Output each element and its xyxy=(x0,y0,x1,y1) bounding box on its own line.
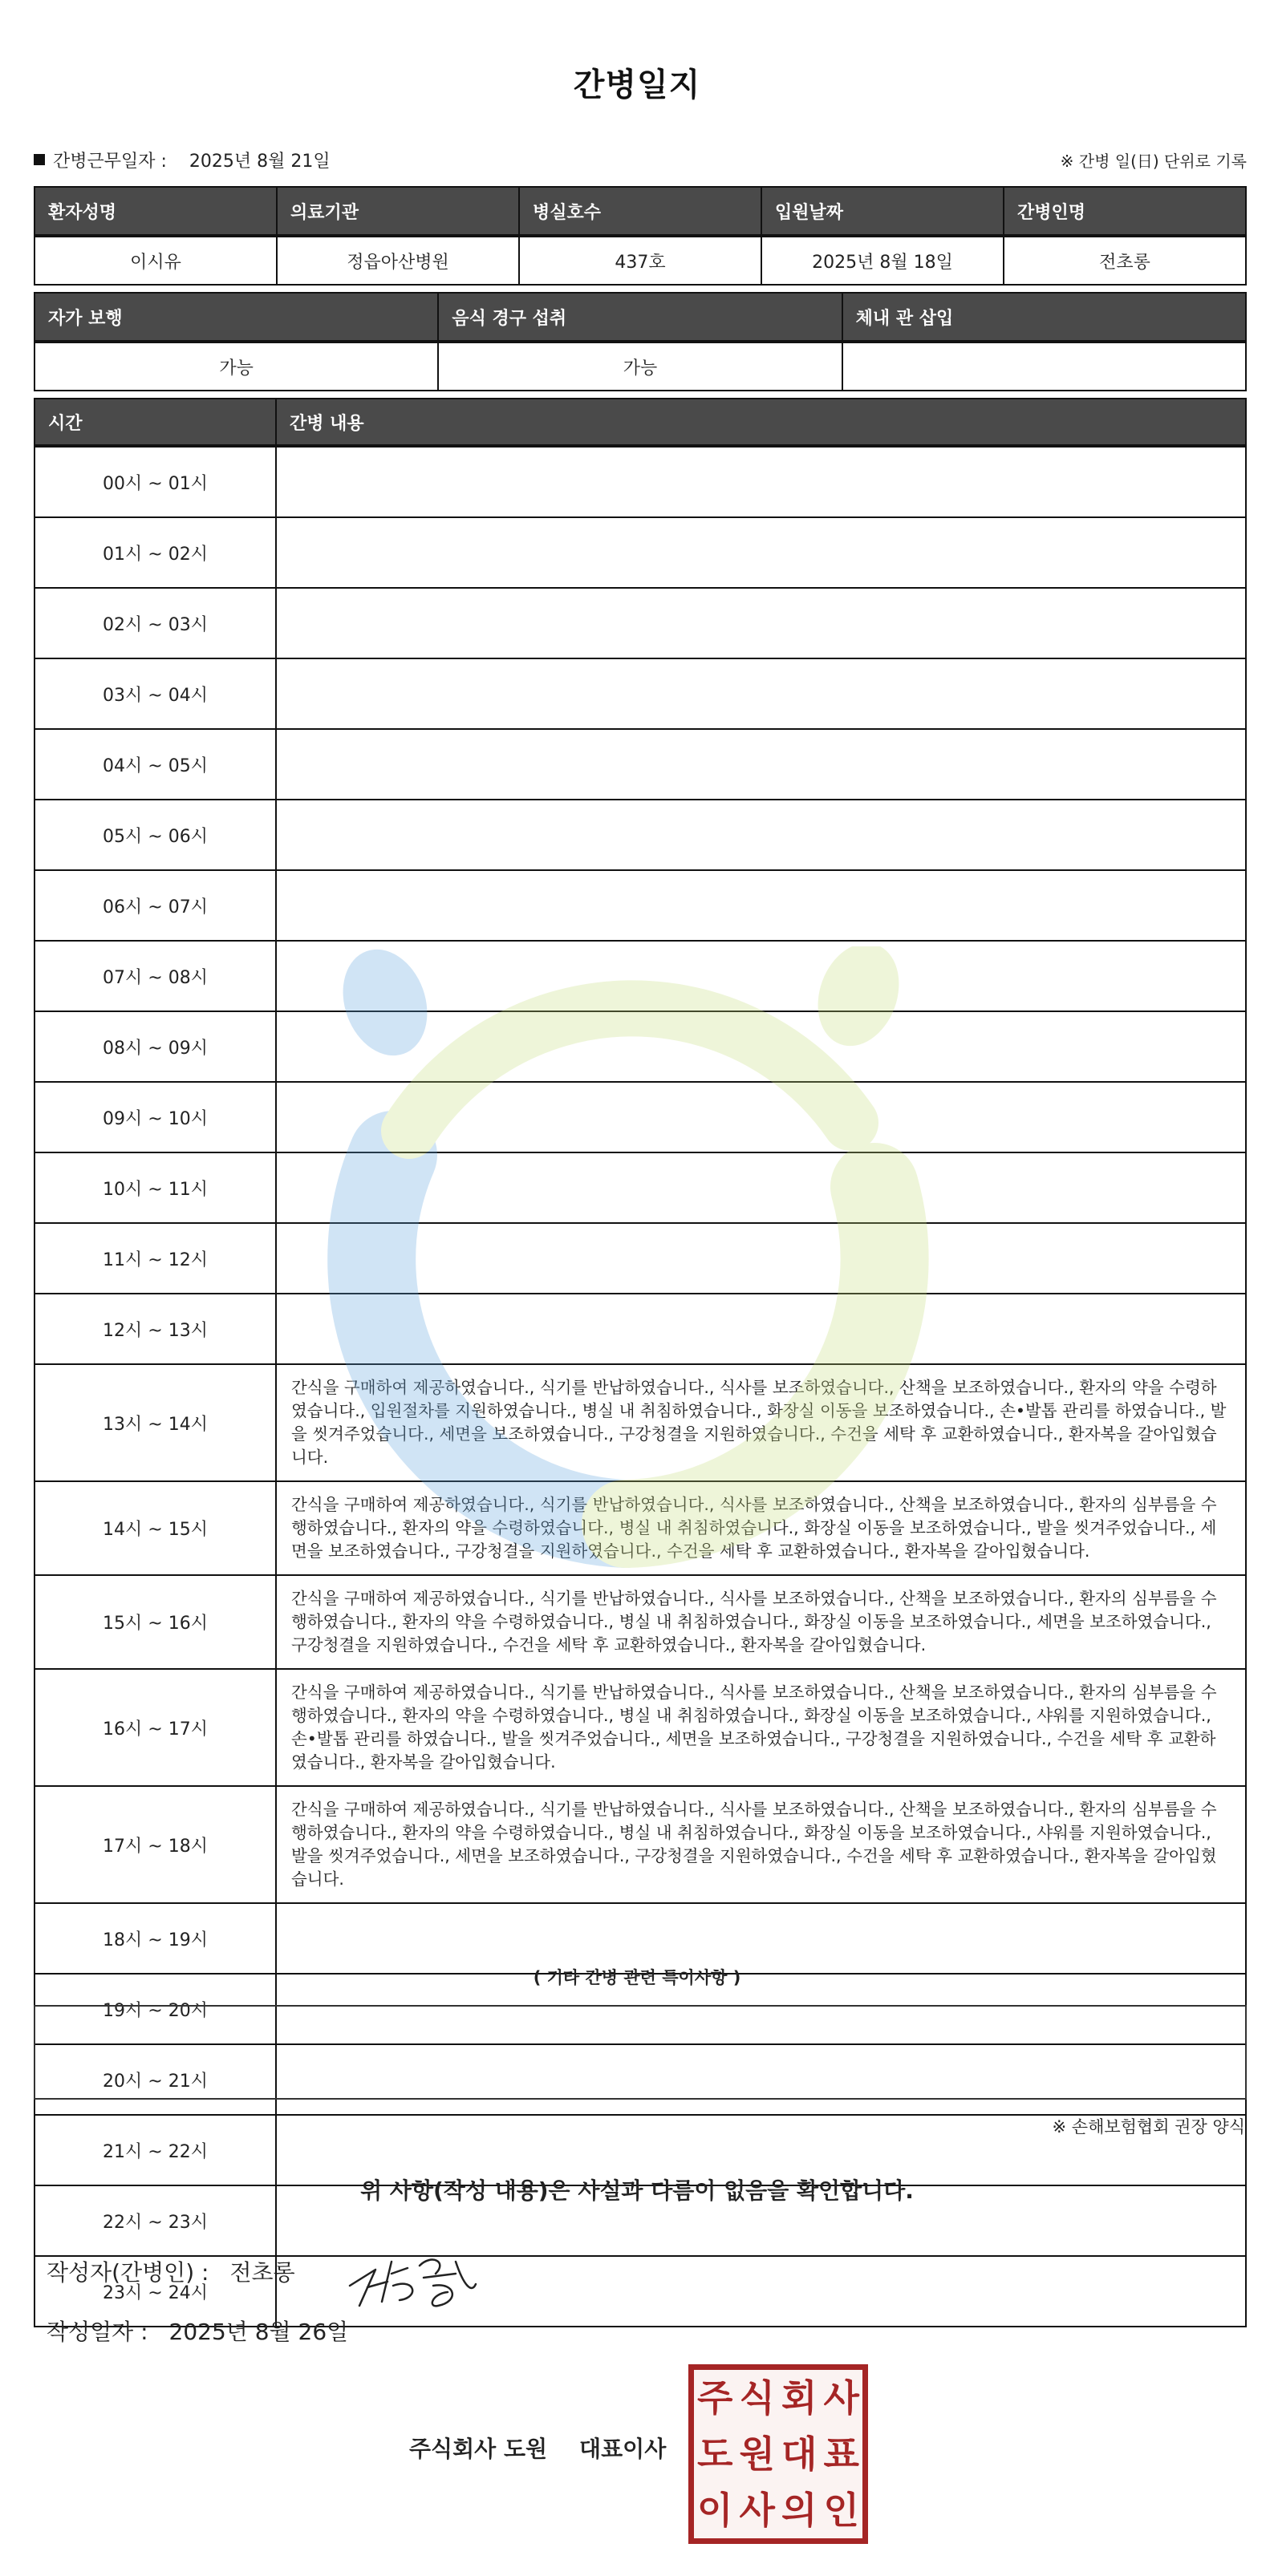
confirmation-statement: 위 사항(작성 내용)은 사실과 다름이 없음을 확인합니다. xyxy=(360,2177,914,2204)
header-admission-date: 입원날짜 xyxy=(761,187,1004,236)
table-row xyxy=(34,446,1246,517)
time-slot: 04시 ~ 05시 xyxy=(34,729,276,800)
record-unit-note: ※ 간병 일(日) 단위로 기록 xyxy=(1060,151,1247,171)
header-room: 병실호수 xyxy=(519,187,761,236)
time-slot: 05시 ~ 06시 xyxy=(34,800,276,870)
table-row xyxy=(34,941,1246,1011)
seal-character: 대 xyxy=(781,2432,818,2476)
time-slot: 01시 ~ 02시 xyxy=(34,517,276,588)
time-slot: 14시 ~ 15시 xyxy=(34,1481,276,1575)
header-time: 시간 xyxy=(34,399,276,446)
table-row xyxy=(34,1575,1246,1669)
seal-character: 도 xyxy=(697,2432,733,2476)
header-caregiver: 간병인명 xyxy=(1004,187,1246,236)
seal-character: 이 xyxy=(697,2489,733,2532)
table-row xyxy=(34,1903,1246,1974)
care-content: 간식을 구매하여 제공하였습니다., 식기를 반납하였습니다., 식사를 보조하였습니다., 산책을 보조하였습니다., 환자의 약을 수령하였습니다., 입원절차를 지원하였습니다., 병실 내 취침하였습니다., 화장실 이동을 보조하였습니다., 손•발톱 관리를 하였습니다., 발을 씻겨주었습니다., 세면을 보조하였습니다., 구강청결을 지원하였습니다., 수건을 세탁 후 교환하였습니다., 환자복을 갈아입혔습니다. xyxy=(276,1364,1246,1481)
care-content xyxy=(276,1294,1246,1364)
care-content: 간식을 구매하여 제공하였습니다., 식기를 반납하였습니다., 식사를 보조하였습니다., 산책을 보조하였습니다., 환자의 심부름을 수행하였습니다., 환자의 약을 수령하였습니다., 병실 내 취침하였습니다., 화장실 이동을 보조하였습니다., 세면을 보조하였습니다., 구강청결을 지원하였습니다., 수건을 세탁 후 교환하였습니다., 환자복을 갈아입혔습니다. xyxy=(276,1575,1246,1669)
time-slot: 16시 ~ 17시 xyxy=(34,1669,276,1786)
care-content: 간식을 구매하여 제공하였습니다., 식기를 반납하였습니다., 식사를 보조하였습니다., 산책을 보조하였습니다., 환자의 심부름을 수행하였습니다., 환자의 약을 수령하였습니다., 병실 내 취침하였습니다., 화장실 이동을 보조하였습니다., 발을 씻겨주었습니다., 세면을 보조하였습니다., 구강청결을 지원하였습니다., 수건을 세탁 후 교환하였습니다., 환자복을 갈아입혔습니다. xyxy=(276,1481,1246,1575)
bullet-square-icon xyxy=(34,154,45,165)
table-row xyxy=(34,1669,1246,1786)
patient-info-table xyxy=(34,186,1247,286)
seal-character: 식 xyxy=(739,2376,775,2420)
care-content xyxy=(276,658,1246,729)
time-slot: 22시 ~ 23시 xyxy=(34,2185,276,2256)
care-content xyxy=(276,1152,1246,1223)
time-slot: 19시 ~ 20시 xyxy=(34,1974,276,2044)
care-content xyxy=(276,941,1246,1011)
table-row xyxy=(34,729,1246,800)
care-content xyxy=(276,588,1246,658)
care-content xyxy=(276,1011,1246,1082)
table-row xyxy=(34,517,1246,588)
written-date-label: 작성일자 : xyxy=(47,2319,148,2345)
other-notes-title: ( 기타 간병 관련 특이사항 ) xyxy=(533,1968,741,1987)
seal-character: 사 xyxy=(823,2376,859,2420)
care-content xyxy=(276,1903,1246,1974)
meta-row xyxy=(34,146,1247,173)
time-slot: 06시 ~ 07시 xyxy=(34,870,276,941)
time-slot: 07시 ~ 08시 xyxy=(34,941,276,1011)
seal-character: 사 xyxy=(739,2489,775,2532)
time-slot: 10시 ~ 11시 xyxy=(34,1152,276,1223)
time-slot: 18시 ~ 19시 xyxy=(34,1903,276,1974)
time-slot: 11시 ~ 12시 xyxy=(34,1223,276,1294)
care-content: 간식을 구매하여 제공하였습니다., 식기를 반납하였습니다., 식사를 보조하였습니다., 산책을 보조하였습니다., 환자의 심부름을 수행하였습니다., 환자의 약을 수령하였습니다., 병실 내 취침하였습니다., 화장실 이동을 보조하였습니다., 샤워를 지원하였습니다., 발을 씻겨주었습니다., 세면을 보조하였습니다., 구강청결을 지원하였습니다., 수건을 세탁 후 교환하였습니다., 환자복을 갈아입혔습니다. xyxy=(276,1786,1246,1903)
care-content xyxy=(276,1974,1246,2044)
care-content xyxy=(276,2115,1246,2185)
header-self-walking: 자가 보행 xyxy=(34,293,438,342)
time-slot: 09시 ~ 10시 xyxy=(34,1082,276,1152)
writer-name: 전초롱 xyxy=(229,2259,295,2286)
seal-character: 인 xyxy=(823,2489,859,2532)
writer-row xyxy=(47,2255,295,2287)
time-slot: 17시 ~ 18시 xyxy=(34,1786,276,1903)
table-row xyxy=(34,588,1246,658)
care-content xyxy=(276,2044,1246,2115)
table-row xyxy=(34,1011,1246,1082)
care-content xyxy=(276,800,1246,870)
oral-intake-value: 가능 xyxy=(438,342,842,391)
table-row xyxy=(34,1481,1246,1575)
self-walking-value: 가능 xyxy=(34,342,438,391)
time-slot: 08시 ~ 09시 xyxy=(34,1011,276,1082)
hospital-name: 정읍아산병원 xyxy=(277,236,519,285)
page-title: 간병일지 xyxy=(573,67,701,103)
header-hospital: 의료기관 xyxy=(277,187,519,236)
writer-label: 작성자(간병인) : xyxy=(47,2259,209,2286)
time-slot: 15시 ~ 16시 xyxy=(34,1575,276,1669)
header-oral-intake: 음식 경구 섭취 xyxy=(438,293,842,342)
care-content xyxy=(276,1223,1246,1294)
seal-character: 의 xyxy=(781,2489,818,2532)
work-date-value: 2025년 8월 21일 xyxy=(189,151,331,172)
company-name: 주식회사 도원 xyxy=(409,2436,548,2462)
table-row xyxy=(34,1786,1246,1903)
time-slot: 20시 ~ 21시 xyxy=(34,2044,276,2115)
care-content xyxy=(276,870,1246,941)
time-slot: 00시 ~ 01시 xyxy=(34,446,276,517)
care-content xyxy=(276,2185,1246,2256)
seal-character: 원 xyxy=(739,2432,775,2476)
seal-character: 회 xyxy=(781,2376,818,2420)
time-slot: 13시 ~ 14시 xyxy=(34,1364,276,1481)
tube-insertion-value xyxy=(842,342,1246,391)
table-row xyxy=(34,1082,1246,1152)
care-content xyxy=(276,1082,1246,1152)
time-slot: 21시 ~ 22시 xyxy=(34,2115,276,2185)
patient-name: 이시유 xyxy=(34,236,277,285)
header-care-content: 간병 내용 xyxy=(276,399,1246,446)
time-slot: 12시 ~ 13시 xyxy=(34,1294,276,1364)
care-content xyxy=(276,446,1246,517)
work-date-label: 간병근무일자 : xyxy=(53,151,167,172)
care-content xyxy=(276,729,1246,800)
work-date xyxy=(34,148,331,172)
seal-character: 표 xyxy=(823,2432,859,2476)
header-tube-insertion: 체내 관 삽입 xyxy=(842,293,1246,342)
care-content xyxy=(276,517,1246,588)
company-seal-icon xyxy=(688,2364,868,2544)
time-slot: 03시 ~ 04시 xyxy=(34,658,276,729)
patient-status-table xyxy=(34,292,1247,391)
written-date-value: 2025년 8월 26일 xyxy=(168,2319,349,2345)
table-row xyxy=(34,658,1246,729)
caregiver-name: 전초롱 xyxy=(1004,236,1246,285)
time-slot: 02시 ~ 03시 xyxy=(34,588,276,658)
company-role: 대표이사 xyxy=(579,2436,667,2462)
room-number: 437호 xyxy=(519,236,761,285)
table-row xyxy=(34,870,1246,941)
care-content: 간식을 구매하여 제공하였습니다., 식기를 반납하였습니다., 식사를 보조하였습니다., 산책을 보조하였습니다., 환자의 심부름을 수행하였습니다., 환자의 약을 수령하였습니다., 병실 내 취침하였습니다., 화장실 이동을 보조하였습니다., 샤워를 지원하였습니다., 손•발톱 관리를 하였습니다., 발을 씻겨주었습니다., 세면을 보조하였습니다., 구강청결을 지원하였습니다., 수건을 세탁 후 교환하였습니다., 환자복을 갈아입혔습니다. xyxy=(276,1669,1246,1786)
table-row xyxy=(34,800,1246,870)
time-slot: 23시 ~ 24시 xyxy=(34,2256,276,2327)
recommend-note: ※ 손해보험협회 권장 양식 xyxy=(1052,2117,1245,2137)
company-signature-line xyxy=(409,2432,666,2464)
admission-date: 2025년 8월 18일 xyxy=(761,236,1004,285)
table-row xyxy=(34,1364,1246,1481)
care-content xyxy=(276,2256,1246,2327)
seal-character: 주 xyxy=(697,2376,733,2420)
table-row xyxy=(34,1152,1246,1223)
table-row xyxy=(34,1223,1246,1294)
table-row xyxy=(34,1294,1246,1364)
header-patient-name: 환자성명 xyxy=(34,187,277,236)
